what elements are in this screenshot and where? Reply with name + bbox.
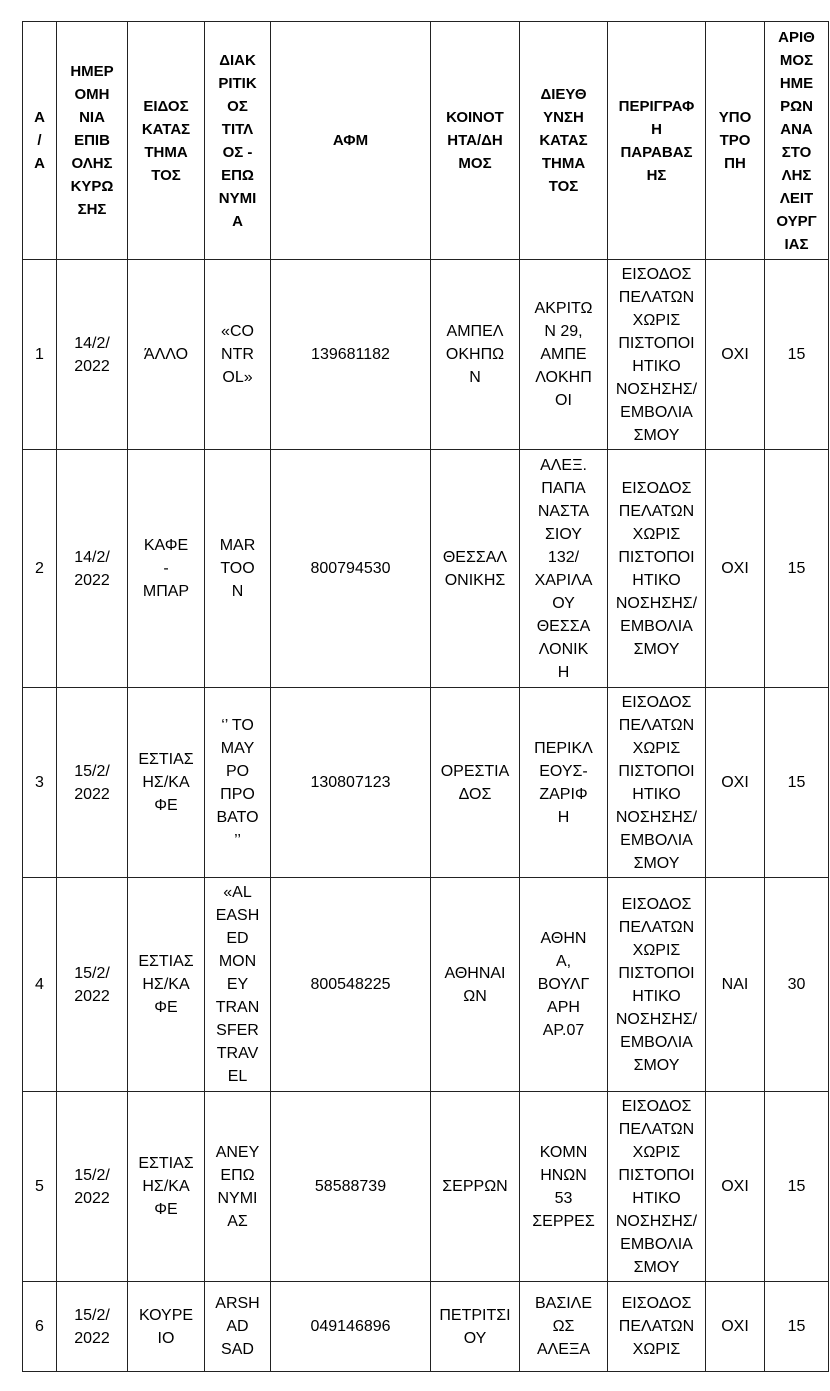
cell-days: 15 xyxy=(765,1282,829,1372)
cell-afm: 139681182 xyxy=(271,260,431,450)
cell-municipality: ΑΜΠΕΛ ΟΚΗΠΩ Ν xyxy=(431,260,520,450)
cell-municipality: ΠΕΤΡΙΤΣΙ ΟΥ xyxy=(431,1282,520,1372)
cell-repeat: ΟΧΙ xyxy=(706,450,765,688)
cell-repeat: ΝΑΙ xyxy=(706,878,765,1092)
cell-type: ΕΣΤΙΑΣ ΗΣ/ΚΑ ΦΕ xyxy=(128,878,205,1092)
cell-address: ΚΟΜΝ ΗΝΩΝ 53 ΣΕΡΡΕΣ xyxy=(520,1092,608,1282)
cell-municipality: ΟΡΕΣΤΙΑ ΔΟΣ xyxy=(431,688,520,878)
cell-aa: 2 xyxy=(23,450,57,688)
cell-afm: 130807123 xyxy=(271,688,431,878)
cell-date: 14/2/ 2022 xyxy=(57,450,128,688)
table-row xyxy=(23,878,829,1092)
header-repeat: ΥΠΟ ΤΡΟ ΠΗ xyxy=(706,22,765,260)
cell-date: 15/2/ 2022 xyxy=(57,1282,128,1372)
table-row xyxy=(23,1282,829,1372)
cell-type: ΚΑΦΕ - ΜΠΑΡ xyxy=(128,450,205,688)
cell-repeat: ΟΧΙ xyxy=(706,1092,765,1282)
cell-repeat: ΟΧΙ xyxy=(706,1282,765,1372)
cell-type: ΚΟΥΡΕ ΙΟ xyxy=(128,1282,205,1372)
cell-days: 15 xyxy=(765,450,829,688)
cell-municipality: ΑΘΗΝΑΙ ΩΝ xyxy=(431,878,520,1092)
cell-days: 15 xyxy=(765,1092,829,1282)
header-date: ΗΜΕΡ ΟΜΗ ΝΙΑ ΕΠΙΒ ΟΛΗΣ ΚΥΡΩ ΣΗΣ xyxy=(57,22,128,260)
cell-repeat: ΟΧΙ xyxy=(706,688,765,878)
cell-name: ΑΝΕΥ ΕΠΩ ΝΥΜΙ ΑΣ xyxy=(205,1092,271,1282)
cell-date: 15/2/ 2022 xyxy=(57,688,128,878)
cell-name: MAR TOO N xyxy=(205,450,271,688)
cell-description: ΕΙΣΟΔΟΣ ΠΕΛΑΤΩΝ ΧΩΡΙΣ ΠΙΣΤΟΠΟΙ ΗΤΙΚΟ ΝΟΣΗΣΗΣ/ ΕΜΒΟΛΙΑ ΣΜΟΥ xyxy=(608,688,706,878)
cell-afm: 800548225 xyxy=(271,878,431,1092)
cell-type: ΕΣΤΙΑΣ ΗΣ/ΚΑ ΦΕ xyxy=(128,688,205,878)
cell-name: «CO NTR OL» xyxy=(205,260,271,450)
cell-description: ΕΙΣΟΔΟΣ ΠΕΛΑΤΩΝ ΧΩΡΙΣ ΠΙΣΤΟΠΟΙ ΗΤΙΚΟ ΝΟΣΗΣΗΣ/ ΕΜΒΟΛΙΑ ΣΜΟΥ xyxy=(608,878,706,1092)
header-aa: Α / Α xyxy=(23,22,57,260)
cell-description: ΕΙΣΟΔΟΣ ΠΕΛΑΤΩΝ ΧΩΡΙΣ ΠΙΣΤΟΠΟΙ ΗΤΙΚΟ ΝΟΣΗΣΗΣ/ ΕΜΒΟΛΙΑ ΣΜΟΥ xyxy=(608,260,706,450)
table-row xyxy=(23,1092,829,1282)
header-type: ΕΙΔΟΣ ΚΑΤΑΣ ΤΗΜΑ ΤΟΣ xyxy=(128,22,205,260)
cell-address: ΒΑΣΙΛΕ ΩΣ ΑΛΕΞΑ xyxy=(520,1282,608,1372)
cell-aa: 4 xyxy=(23,878,57,1092)
cell-description: ΕΙΣΟΔΟΣ ΠΕΛΑΤΩΝ ΧΩΡΙΣ ΠΙΣΤΟΠΟΙ ΗΤΙΚΟ ΝΟΣΗΣΗΣ/ ΕΜΒΟΛΙΑ ΣΜΟΥ xyxy=(608,1092,706,1282)
cell-afm: 049146896 xyxy=(271,1282,431,1372)
cell-aa: 3 xyxy=(23,688,57,878)
cell-date: 15/2/ 2022 xyxy=(57,1092,128,1282)
cell-days: 30 xyxy=(765,878,829,1092)
cell-aa: 5 xyxy=(23,1092,57,1282)
cell-address: ΑΘΗΝ Α, ΒΟΥΛΓ ΑΡΗ ΑΡ.07 xyxy=(520,878,608,1092)
cell-name: ‘’ ΤΟ ΜΑΥ ΡΟ ΠΡΟ ΒΑΤΟ ’’ xyxy=(205,688,271,878)
cell-type: ΕΣΤΙΑΣ ΗΣ/ΚΑ ΦΕ xyxy=(128,1092,205,1282)
table-row xyxy=(23,688,829,878)
cell-afm: 800794530 xyxy=(271,450,431,688)
header-municipality: ΚΟΙΝΟΤ ΗΤΑ/ΔΗ ΜΟΣ xyxy=(431,22,520,260)
header-description: ΠΕΡΙΓΡΑΦ Η ΠΑΡΑΒΑΣ ΗΣ xyxy=(608,22,706,260)
header-days: ΑΡΙΘ ΜΟΣ ΗΜΕ ΡΩΝ ΑΝΑ ΣΤΟ ΛΗΣ ΛΕΙΤ ΟΥΡΓ ΙΑΣ xyxy=(765,22,829,260)
cell-repeat: ΟΧΙ xyxy=(706,260,765,450)
cell-date: 15/2/ 2022 xyxy=(57,878,128,1092)
cell-name: ARSH AD SAD xyxy=(205,1282,271,1372)
cell-municipality: ΣΕΡΡΩΝ xyxy=(431,1092,520,1282)
cell-aa: 6 xyxy=(23,1282,57,1372)
violations-table xyxy=(22,21,829,1372)
header-name: ΔΙΑΚ ΡΙΤΙΚ ΟΣ ΤΙΤΛ ΟΣ - ΕΠΩ ΝΥΜΙ Α xyxy=(205,22,271,260)
cell-description: ΕΙΣΟΔΟΣ ΠΕΛΑΤΩΝ ΧΩΡΙΣ xyxy=(608,1282,706,1372)
header-address: ΔΙΕΥΘ ΥΝΣΗ ΚΑΤΑΣ ΤΗΜΑ ΤΟΣ xyxy=(520,22,608,260)
cell-address: ΠΕΡΙΚΛ ΕΟΥΣ- ΖΑΡΙΦ Η xyxy=(520,688,608,878)
cell-date: 14/2/ 2022 xyxy=(57,260,128,450)
cell-address: ΑΛΕΞ. ΠΑΠΑ ΝΑΣΤΑ ΣΙΟΥ 132/ ΧΑΡΙΛΑ ΟΥ ΘΕΣΣΑ ΛΟΝΙΚ Η xyxy=(520,450,608,688)
cell-aa: 1 xyxy=(23,260,57,450)
cell-afm: 58588739 xyxy=(271,1092,431,1282)
cell-days: 15 xyxy=(765,688,829,878)
cell-address: ΑΚΡΙΤΩ Ν 29, ΑΜΠΕ ΛΟΚΗΠ ΟΙ xyxy=(520,260,608,450)
cell-type: ΆΛΛΟ xyxy=(128,260,205,450)
cell-days: 15 xyxy=(765,260,829,450)
cell-description: ΕΙΣΟΔΟΣ ΠΕΛΑΤΩΝ ΧΩΡΙΣ ΠΙΣΤΟΠΟΙ ΗΤΙΚΟ ΝΟΣΗΣΗΣ/ ΕΜΒΟΛΙΑ ΣΜΟΥ xyxy=(608,450,706,688)
cell-name: «AL EASH ED MON EY TRAN SFER TRAV EL xyxy=(205,878,271,1092)
cell-municipality: ΘΕΣΣΑΛ ΟΝΙΚΗΣ xyxy=(431,450,520,688)
header-row xyxy=(23,22,829,260)
table-row xyxy=(23,260,829,450)
header-afm: ΑΦΜ xyxy=(271,22,431,260)
table-row xyxy=(23,450,829,688)
